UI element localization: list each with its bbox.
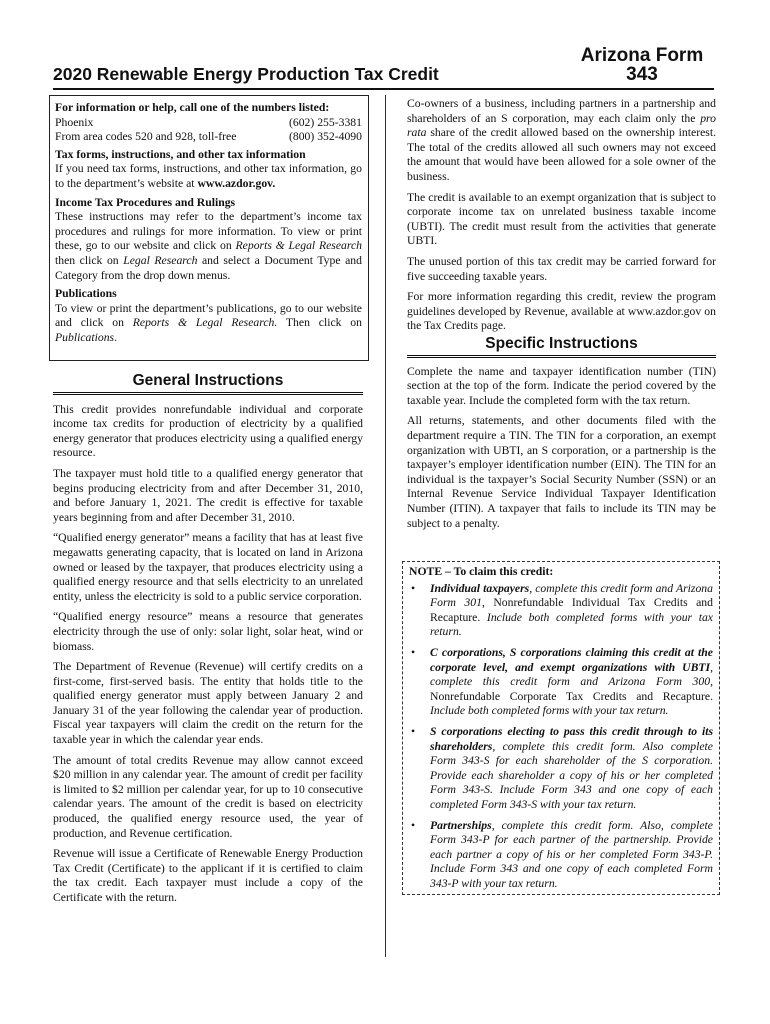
phone2-number: (800) 352-4090 <box>288 130 362 144</box>
more-info-paragraph: For more information regarding this credit, review the program guidelines developed by Revenue, available at www.azdor.gov on the Tax Credits page. <box>407 290 716 333</box>
form-number-title <box>572 46 712 84</box>
forms-text: If you need tax forms, instructions, and other tax information, go to the department’s website at www.azdor.gov. <box>55 162 362 190</box>
specific-heading: Specific Instructions <box>407 337 716 356</box>
note-heading: NOTE – To claim this credit: <box>409 565 554 578</box>
phone2-label: From area codes 520 and 928, toll-free <box>55 130 237 144</box>
info-box <box>49 95 369 361</box>
column-divider <box>385 95 386 957</box>
note-item-partnerships: • Partnerships, complete this credit form. Also, complete Form 343-P for each partner of the partnership. Provide each partner a copy of his or her completed Form 343-P. Include Form 343 and one copy of each completed Form 343-P with your tax return. <box>411 818 713 890</box>
general-p1: This credit provides nonrefundable individual and corporate income tax credits for production of electricity by a qualified energy generator that produces electricity using a qualified energy resource. <box>53 402 363 460</box>
note-item-individual: • Individual taxpayers, complete this credit form and Arizona Form 301, Nonrefundable Individual Tax Credits and Recapture. Include both completed forms with your tax return. <box>411 581 713 639</box>
phone1-number: (602) 255-3381 <box>288 115 362 129</box>
general-p5: The Department of Revenue (Revenue) will certify credits on a first-come, first-served basis. The entity that holds title to the qualified energy generator must apply between January 2 and January 31 of the year following the calendar year of production. Fiscal year taxpayers will claim the credit on the return for the taxable year in which the calendar year ends. <box>53 660 363 747</box>
phone-row-phoenix <box>55 116 362 131</box>
phone1-label: Phoenix <box>55 115 94 129</box>
website-link[interactable]: www.azdor.gov. <box>197 176 276 190</box>
specific-p2: All returns, statements, and other documents filed with the department require a TIN. The TIN for a corporation, an exempt organization with UBTI, an S corporation, or a partnership is the taxpayer’s employer identification number (EIN). The TIN for an individual is the taxpayer’s Social Security Number (SSN) or an Internal Revenue Service Individual Taxpayer Identification Number (ITIN). A taxpayer that fails to include its TIN may be subject to a penalty. <box>407 414 716 530</box>
page-title: 2020 Renewable Energy Production Tax Credit <box>53 64 439 84</box>
bullet-icon: • <box>411 645 416 659</box>
info-heading: For information or help, call one of the numbers listed: <box>55 101 330 114</box>
note-list <box>409 582 713 892</box>
rulings-text: These instructions may refer to the department’s income tax procedures and rulings for more information. To view or print these, go to our website and click on Reports & Legal Research then click on Legal Research and select a Document Type and Category from the drop down menus. <box>55 210 362 282</box>
specific-instructions <box>407 337 716 537</box>
note-item-s-corporations: • S corporations electing to pass this credit through to its shareholders, complete this credit form. Also complete Form 343-S for each shareholder of the S corporation. Provide each shareholder a copy of his or her completed Form 343-S. Include Form 343 and one copy of each completed Form 343-S with your tax return. <box>411 724 713 811</box>
form-title-line2: 343 <box>626 64 658 85</box>
note-item-corporations: • C corporations, S corporations claiming this credit at the corporate level, and exempt organizations with UBTI, complete this credit form and Arizona Form 300, Nonrefundable Corporate Tax Credits and Recapture. Include both completed forms with your tax return. <box>411 645 713 718</box>
general-instructions <box>53 374 363 912</box>
bullet-icon: • <box>411 581 416 595</box>
general-p3: “Qualified energy generator” means a facility that has at least five megawatts generating capacity, that is located on land in Arizona owned or leased by the taxpayer, that produces electricity using a qualified energy resource and that sells electricity to an unrelated entity, unless the electricity is sold to a public service corporation. <box>53 531 363 603</box>
legal-research-link[interactable]: Legal Research <box>123 253 198 267</box>
title-divider <box>53 88 714 90</box>
general-p6: The amount of total credits Revenue may allow cannot exceed $20 million in any calendar year. The amount of credit per facility is limited to $2 million per calendar year, for up to 10 consecutive calendar years. The amount of the credit is based on electricity produced, the qualified energy resource used, the year of production, and Revenue certification. <box>53 753 363 840</box>
bullet-icon: • <box>411 724 416 738</box>
forms-heading: Tax forms, instructions, and other tax information <box>55 147 306 161</box>
general-heading: General Instructions <box>53 374 363 393</box>
pubs-heading: Publications <box>55 287 117 301</box>
note-box <box>402 561 720 895</box>
pubs-text: To view or print the department’s publications, go to our website and click on Reports & Legal Research. Then click on Publications. <box>55 301 362 344</box>
reports-legal-link[interactable]: Reports & Legal Research <box>235 239 362 253</box>
rulings-heading: Income Tax Procedures and Rulings <box>55 195 236 209</box>
right-column-top <box>407 97 716 340</box>
bullet-icon: • <box>411 818 416 832</box>
publications-link[interactable]: Publications <box>55 330 115 344</box>
specific-p1: Complete the name and taxpayer identification number (TIN) section at the top of the form. Indicate the period covered by the taxable year. Include the completed form with the tax return. <box>407 364 716 407</box>
general-p4: “Qualified energy resource” means a resource that generates electricity through the use of only: solar light, solar heat, wind or biomass. <box>53 610 363 653</box>
coowners-paragraph: Co-owners of a business, including partners in a partnership and shareholders of an S corporation, may each claim only the pro rata share of the credit allowed based on the ownership interest. The total of the credits allowed all such owners may not exceed the amount that would have been allowed for a sole owner of the business. <box>407 97 716 183</box>
general-p2: The taxpayer must hold title to a qualified energy generator that begins producing electricity from and after December 31, 2010, and before January 1, 2021. The credit is effective for taxable years beginning from and after December 31, 2010. <box>53 466 363 524</box>
form-title-line1: Arizona Form <box>580 45 704 66</box>
pubs-reports-link[interactable]: Reports & Legal Research. <box>132 316 278 330</box>
phone-row-tollfree <box>55 130 362 145</box>
carryforward-paragraph: The unused portion of this tax credit may be carried forward for five succeeding taxable years. <box>407 254 716 283</box>
general-p7: Revenue will issue a Certificate of Renewable Energy Production Tax Credit (Certificate) to the applicant if it is certified to claim the tax credit. Each taxpayer must include a copy of the Certificate with the return. <box>53 847 363 904</box>
exempt-org-paragraph: The credit is available to an exempt organization that is subject to corporate income tax on unrelated business taxable income (UBTI). The credit must result from the activities that generate UBTI. <box>407 190 716 248</box>
